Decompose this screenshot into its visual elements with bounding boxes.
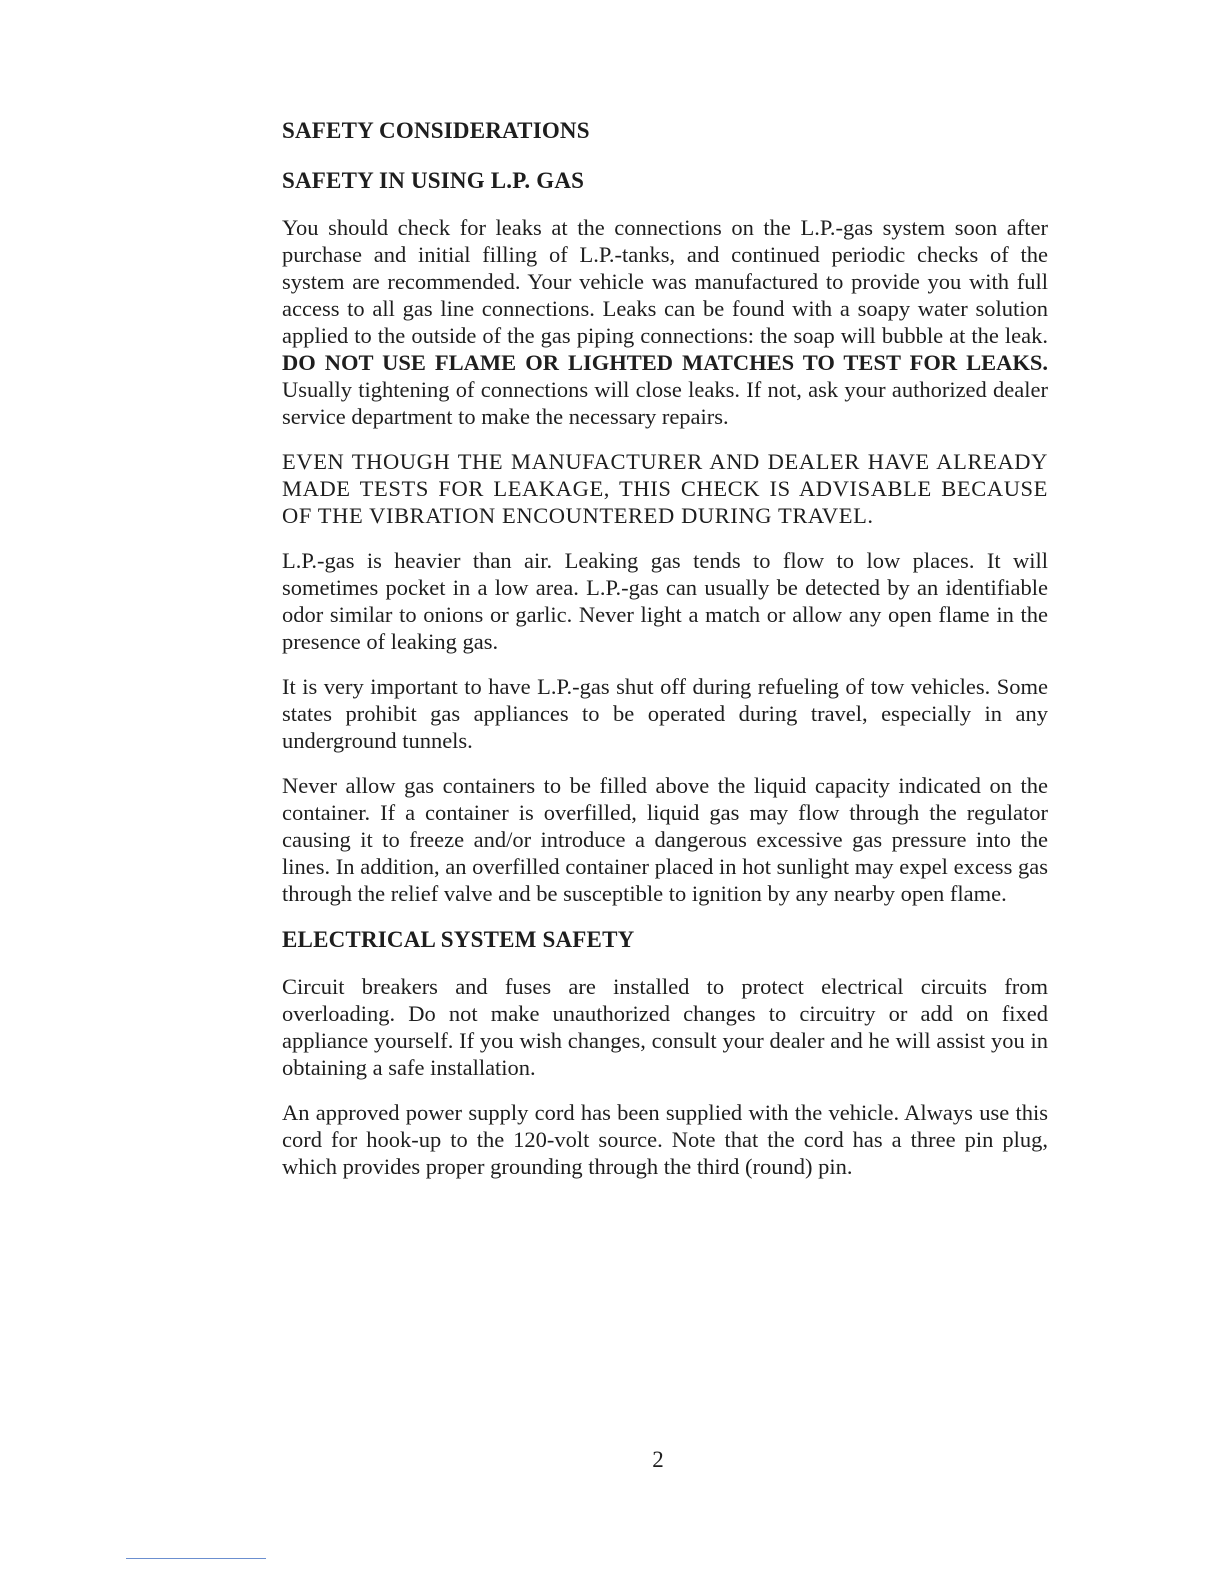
leaks-warning-text: DO NOT USE FLAME OR LIGHTED MATCHES TO TEST FOR LEAKS. xyxy=(282,350,1048,375)
paragraph-breakers: Circuit breakers and fuses are installed to protect electrical circuits from overloading. Do not make unauthorized changes to circuitry or add on fixed appliance yourself. If you wish changes, consult your dealer and he will assist you in obtaining a safe installation. xyxy=(282,974,1048,1080)
paragraph-refueling: It is very important to have L.P.-gas shut off during refueling of tow vehicles. Some states prohibit gas appliances to be operated during travel, especially in any underground tunnels. xyxy=(282,674,1048,753)
section-heading-electrical: ELECTRICAL SYSTEM SAFETY xyxy=(282,927,635,952)
paragraph-overfill: Never allow gas containers to be filled above the liquid capacity indicated on the container. If a container is overfilled, liquid gas may flow through the regulator causing it to freeze and/or introduce a dangerous excessive gas pressure into the lines. In addition, an overfilled container placed in hot sunlight may expel excess gas through the relief valve and be susceptible to ignition by any nearby open flame. xyxy=(282,773,1048,906)
section-heading-lp-gas: SAFETY IN USING L.P. GAS xyxy=(282,168,585,193)
paragraph-heavier-than-air: L.P.-gas is heavier than air. Leaking gas tends to flow to low places. It will sometimes pocket in a low area. L.P.-gas can usually be detected by an identifiable odor similar to onions or garlic. Never light a match or allow any open flame in the presence of leaking gas. xyxy=(282,548,1048,654)
page-number: 2 xyxy=(652,1447,664,1472)
page-title: SAFETY CONSIDERATIONS xyxy=(282,118,590,143)
paragraph-power-cord: An approved power supply cord has been supplied with the vehicle. Always use this cord for hook-up to the 120-volt source. Note that the cord has a three pin plug, which provides proper grounding through the third (round) pin. xyxy=(282,1100,1048,1179)
paragraph-vibration: EVEN THOUGH THE MANUFACTURER AND DEALER HAVE ALREADY MADE TESTS FOR LEAKAGE, THIS CHECK IS ADVISABLE BECAUSE OF THE VIBRATION ENCOUNTERED DURING TRAVEL. xyxy=(282,449,1048,528)
document-page xyxy=(282,116,1048,1198)
paragraph-leaks xyxy=(282,214,1048,430)
leaks-outro-text: Usually tightening of connections will close leaks. If not, ask your authorized dealer service department to make the necessary repairs. xyxy=(282,377,1048,429)
leaks-intro-text: You should check for leaks at the connections on the L.P.-gas system soon after purchase and initial filling of L.P.-tanks, and continued periodic checks of the system are recommended. Your vehicle was manufactured to provide you with full access to all gas line connections. Leaks can be found with a soapy water solution applied to the outside of the gas piping connections: the soap will bubble at the leak. xyxy=(282,215,1048,348)
footnote-divider xyxy=(126,1558,266,1559)
